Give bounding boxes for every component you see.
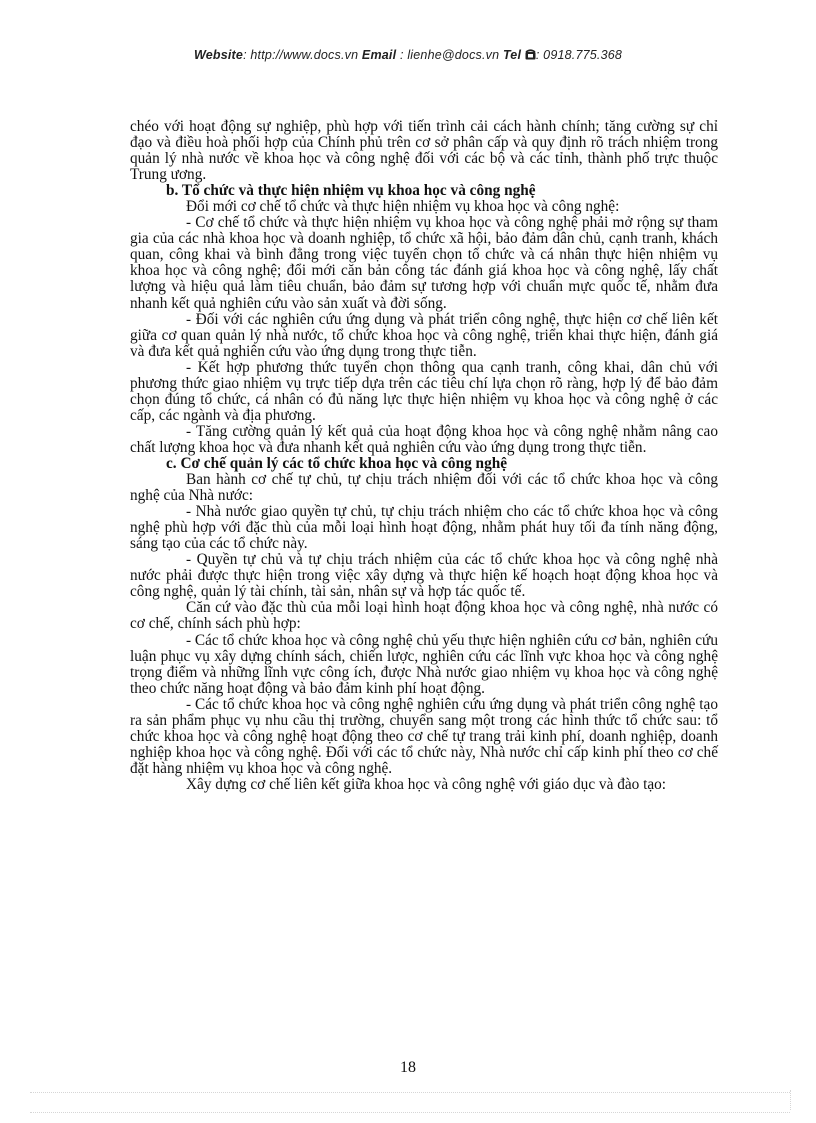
footer-divider-top: [30, 1092, 790, 1093]
document-body: [130, 119, 718, 793]
paragraph-3: - Cơ chế tổ chức và thực hiện nhiệm vụ khoa học và công nghệ phải mở rộng sự tham gia của các nhà khoa học và doanh nghiệp, tổ chức xã hội, bảo đảm dân chủ, cạnh tranh, khách quan, công khai và bình đẳng trong việc tuyển chọn tổ chức và cá nhân thực hiện nhiệm vụ khoa học và công nghệ; đổi mới căn bản công tác đánh giá khoa học và công nghệ, lấy chất lượng và hiệu quả làm tiêu chuẩn, bảo đảm sự tương hợp với chuẩn mực quốc tế, nhằm đưa nhanh kết quả nghiên cứu vào sản xuất và đời sống.: [130, 214, 718, 312]
paragraph-2: Đổi mới cơ chế tổ chức và thực hiện nhiệm vụ khoa học và công nghệ:: [186, 198, 620, 216]
website-label: Website: [193, 48, 244, 62]
section-heading-b: b. Tổ chức và thực hiện nhiệm vụ khoa học và công nghệ: [166, 182, 536, 200]
paragraph-7: Ban hành cơ chế tự chủ, tự chịu trách nhiệm đối với các tổ chức khoa học và công nghệ của Nhà nước:: [130, 471, 718, 505]
paragraph-5: - Kết hợp phương thức tuyển chọn thông qua cạnh tranh, công khai, dân chủ với phương thức giao nhiệm vụ trực tiếp dựa trên các tiêu chí lựa chọn rõ ràng, hợp lý để bảo đảm chọn đúng tổ chức, cá nhân có đủ năng lực thực hiện nhiệm vụ khoa học và công nghệ ở các cấp, các ngành và địa phương.: [130, 358, 718, 424]
paragraph-1: chéo với hoạt động sự nghiệp, phù hợp với tiến trình cải cách hành chính; tăng cường sự chỉ đạo và điều hoà phối hợp của Chính phủ trên cơ sở phân cấp và quy định rõ trách nhiệm trong quản lý nhà nước về khoa học và công nghệ đối với các bộ và các tỉnh, thành phố trực thuộc Trung ương.: [130, 118, 718, 184]
section-heading-c: c. Cơ chế quản lý các tổ chức khoa học và công nghệ: [166, 454, 508, 472]
tel-label: Tel: [502, 48, 522, 62]
footer-divider-right: [790, 1090, 791, 1110]
page-number: 18: [400, 1059, 416, 1076]
paragraph-12: - Các tổ chức khoa học và công nghệ nghiên cứu ứng dụng và phát triển công nghệ tạo ra sản phẩm phục vụ nhu cầu thị trường, chuyển sang một trong các hình thức tổ chức sau: tổ chức khoa học và công nghệ hoạt động theo cơ chế tự trang trải kinh phí, doanh nghiệp, doanh nghiệp khoa học và công nghệ. Đối với các tổ chức này, Nhà nước chỉ cấp kinh phí theo cơ chế đặt hàng nhiệm vụ khoa học và công nghệ.: [130, 695, 718, 777]
page-header: [0, 48, 816, 63]
paragraph-8: - Nhà nước giao quyền tự chủ, tự chịu trách nhiệm cho các tổ chức khoa học và công nghệ phù hợp với đặc thù của mỗi loại hình hoạt động, nhằm phát huy tối đa tính năng động, sáng tạo của các tổ chức này.: [130, 503, 718, 553]
phone-icon: [525, 49, 536, 63]
footer-divider-bottom: [30, 1112, 790, 1113]
paragraph-6: - Tăng cường quản lý kết quả của hoạt động khoa học và công nghệ nhằm nâng cao chất lượng khoa học và đưa nhanh kết quả nghiên cứu vào ứng dụng trong thực tiễn.: [130, 422, 718, 456]
website-value: : http://www.docs.vn: [243, 48, 359, 62]
tel-value: : 0918.775.368: [535, 48, 623, 62]
paragraph-11: - Các tổ chức khoa học và công nghệ chủ yếu thực hiện nghiên cứu cơ bản, nghiên cứu luận phục vụ xây dựng chính sách, chiến lược, nghiên cứu các lĩnh vực khoa học và công nghệ trọng điểm và những lĩnh vực công ích, được Nhà nước giao nhiệm vụ khoa học và công nghệ theo chức năng hoạt động và bảo đảm kinh phí hoạt động.: [130, 631, 718, 697]
paragraph-4: - Đối với các nghiên cứu ứng dụng và phát triển công nghệ, thực hiện cơ chế liên kết giữa cơ quan quản lý nhà nước, tổ chức khoa học và công nghệ, triển khai thực hiện, đánh giá và đưa kết quả nghiên cứu vào ứng dụng trong thực tiễn.: [130, 310, 718, 360]
paragraph-10: Căn cứ vào đặc thù của mỗi loại hình hoạt động khoa học và công nghệ, nhà nước có cơ chế, chính sách phù hợp:: [130, 599, 718, 633]
email-value: : lienhe@docs.vn: [399, 48, 500, 62]
paragraph-13: Xây dựng cơ chế liên kết giữa khoa học và công nghệ với giáo dục và đào tạo:: [186, 775, 667, 793]
email-label: Email: [361, 48, 397, 62]
paragraph-9: - Quyền tự chủ và tự chịu trách nhiệm của các tổ chức khoa học và công nghệ nhà nước phải được thực hiện trong việc xây dựng và thực hiện kế hoạch hoạt động khoa học và công nghệ, quản lý tài chính, tài sản, nhân sự và hợp tác quốc tế.: [130, 551, 718, 601]
